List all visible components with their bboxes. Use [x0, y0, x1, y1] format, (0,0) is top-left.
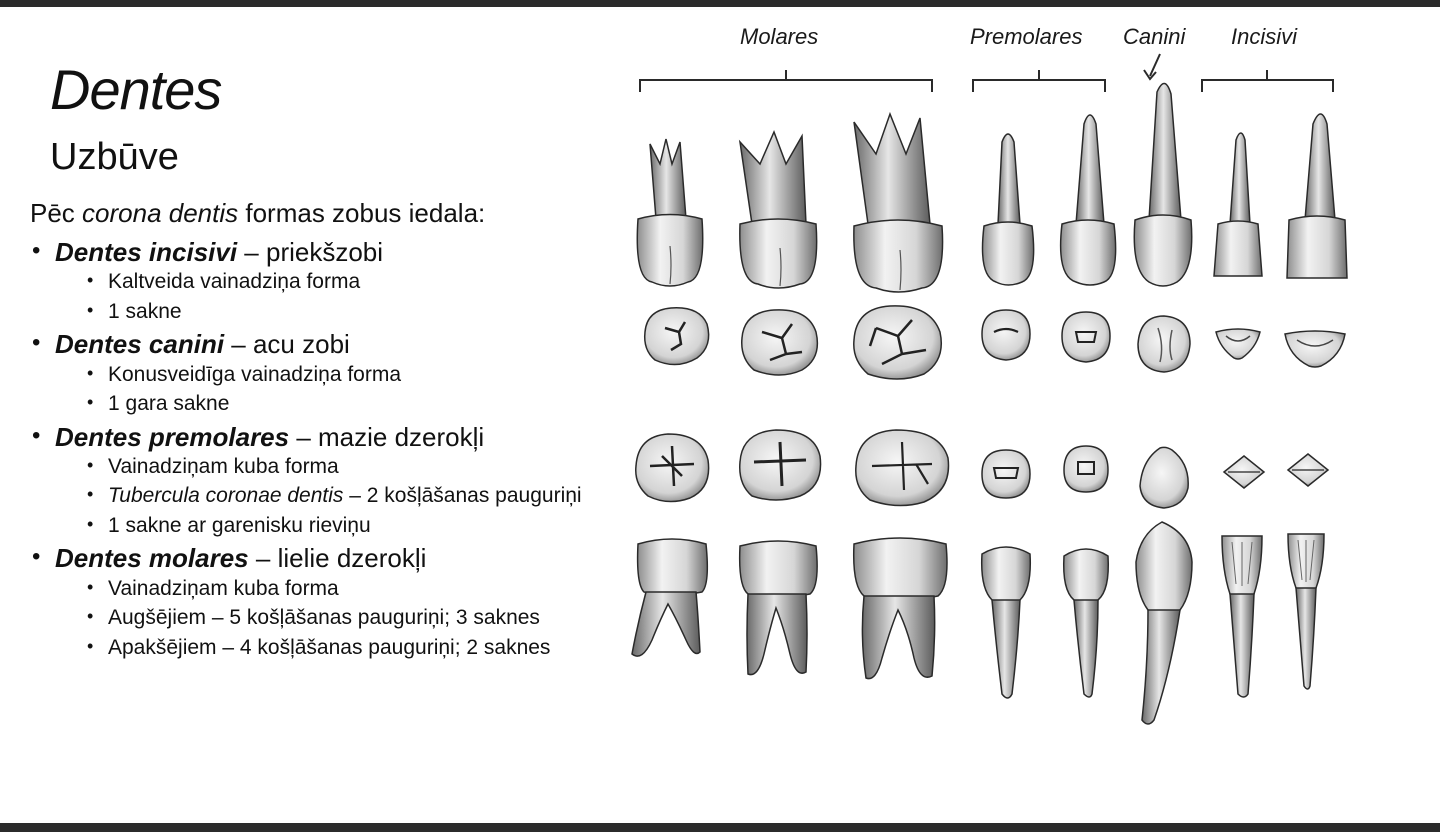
group-desc: – lielie dzerokļi [248, 543, 427, 574]
teeth-figure [620, 14, 1360, 744]
group-points [55, 455, 630, 538]
point-item [55, 577, 630, 601]
slide-subtitle: Uzbūve [50, 136, 179, 178]
lower-canine-occlusal [1140, 447, 1188, 508]
intro-italic: corona dentis [82, 198, 239, 228]
upper-molar-2-occlusal [742, 310, 818, 375]
upper-premolar-1 [983, 134, 1034, 285]
upper-premolar-2 [1061, 115, 1116, 285]
lower-premolar-2-occlusal [1064, 446, 1108, 492]
lower-molar-3-occlusal [636, 434, 709, 502]
point-text: 1 gara sakne [108, 392, 230, 416]
point-item [55, 484, 630, 508]
upper-incisor-lateral-occlusal [1216, 329, 1260, 359]
upper-molar-1-occlusal [854, 306, 942, 379]
lower-incisor-central-occlusal [1288, 454, 1328, 486]
upper-molar-3-occlusal [645, 308, 709, 365]
upper-incisor-central-occlusal [1285, 331, 1345, 367]
label-premolares: Premolares [970, 24, 1083, 49]
lower-premolar-2 [1064, 549, 1109, 697]
group-term: Dentes premolares [55, 421, 290, 452]
point-text: 1 sakne ar garenisku rieviņu [108, 513, 371, 537]
point-item [55, 636, 630, 660]
lower-canine [1136, 522, 1192, 724]
intro-post: formas zobus iedala: [238, 198, 486, 228]
label-incisivi: Incisivi [1231, 24, 1298, 49]
lower-premolar-1-occlusal [982, 450, 1030, 498]
group-desc: – priekšzobi [237, 237, 384, 268]
point-item [55, 363, 630, 387]
point-item [55, 392, 630, 416]
intro-pre: Pēc [30, 198, 83, 228]
point-item [55, 606, 630, 630]
lower-incisor-lateral-occlusal [1224, 456, 1264, 488]
upper-molar-3 [637, 139, 702, 286]
point-italic: Tubercula coronae dentis [108, 484, 344, 508]
upper-molar-1 [854, 114, 943, 292]
point-item [55, 455, 630, 479]
group-molares [30, 543, 630, 659]
point-text: Augšējiem – 5 košļāšanas pauguriņi; 3 saknes [108, 606, 540, 630]
upper-incisor-central [1287, 114, 1347, 278]
slide-content [30, 198, 630, 665]
group-term: Dentes canini [55, 329, 225, 360]
point-item [55, 514, 630, 538]
upper-premolar-1-occlusal [982, 310, 1030, 360]
point-text: 1 sakne [108, 299, 182, 323]
group-points [55, 577, 630, 660]
upper-premolar-2-occlusal [1062, 312, 1110, 362]
upper-molar-2 [740, 132, 817, 288]
group-term: Dentes incisivi [55, 237, 238, 268]
group-premolares [30, 422, 630, 538]
bracket-incisivi [1202, 70, 1333, 92]
top-border [0, 0, 1440, 7]
group-points [55, 270, 630, 323]
point-item [55, 300, 630, 324]
label-canini: Canini [1123, 24, 1186, 49]
label-molares: Molares [740, 24, 819, 49]
point-text: Kaltveida vainadziņa forma [108, 270, 361, 294]
lower-incisor-central [1288, 534, 1324, 689]
slide-title: Dentes [50, 58, 222, 121]
group-desc: – mazie dzerokļi [289, 421, 485, 452]
lower-molar-1 [854, 538, 947, 679]
point-text: Apakšējiem – 4 košļāšanas pauguriņi; 2 saknes [108, 635, 551, 659]
group-term: Dentes molares [55, 543, 249, 574]
tooth-groups-list [30, 237, 630, 659]
bracket-molares [640, 70, 932, 92]
bracket-premolares [973, 70, 1105, 92]
group-points [55, 363, 630, 416]
lower-incisor-lateral [1222, 536, 1262, 697]
lower-premolar-1 [982, 547, 1031, 698]
point-text: – 2 košļāšanas pauguriņi [343, 484, 582, 508]
bottom-border [0, 823, 1440, 832]
point-text: Konusveidīga vainadziņa forma [108, 362, 402, 386]
upper-incisor-lateral [1214, 133, 1262, 276]
group-desc: – acu zobi [224, 329, 350, 360]
lower-molar-2-occlusal [740, 430, 821, 500]
lower-molar-1-occlusal [856, 430, 949, 506]
teeth-drawing [620, 14, 1360, 744]
point-item [55, 270, 630, 294]
intro-line [30, 198, 630, 229]
lower-molar-3 [632, 539, 707, 656]
upper-canine [1134, 83, 1191, 286]
upper-canine-occlusal [1138, 316, 1190, 372]
group-incisivi [30, 237, 630, 323]
point-text: Vainadziņam kuba forma [108, 576, 339, 600]
group-canini [30, 329, 630, 415]
point-text: Vainadziņam kuba forma [108, 454, 339, 478]
lower-molar-2 [740, 541, 817, 675]
